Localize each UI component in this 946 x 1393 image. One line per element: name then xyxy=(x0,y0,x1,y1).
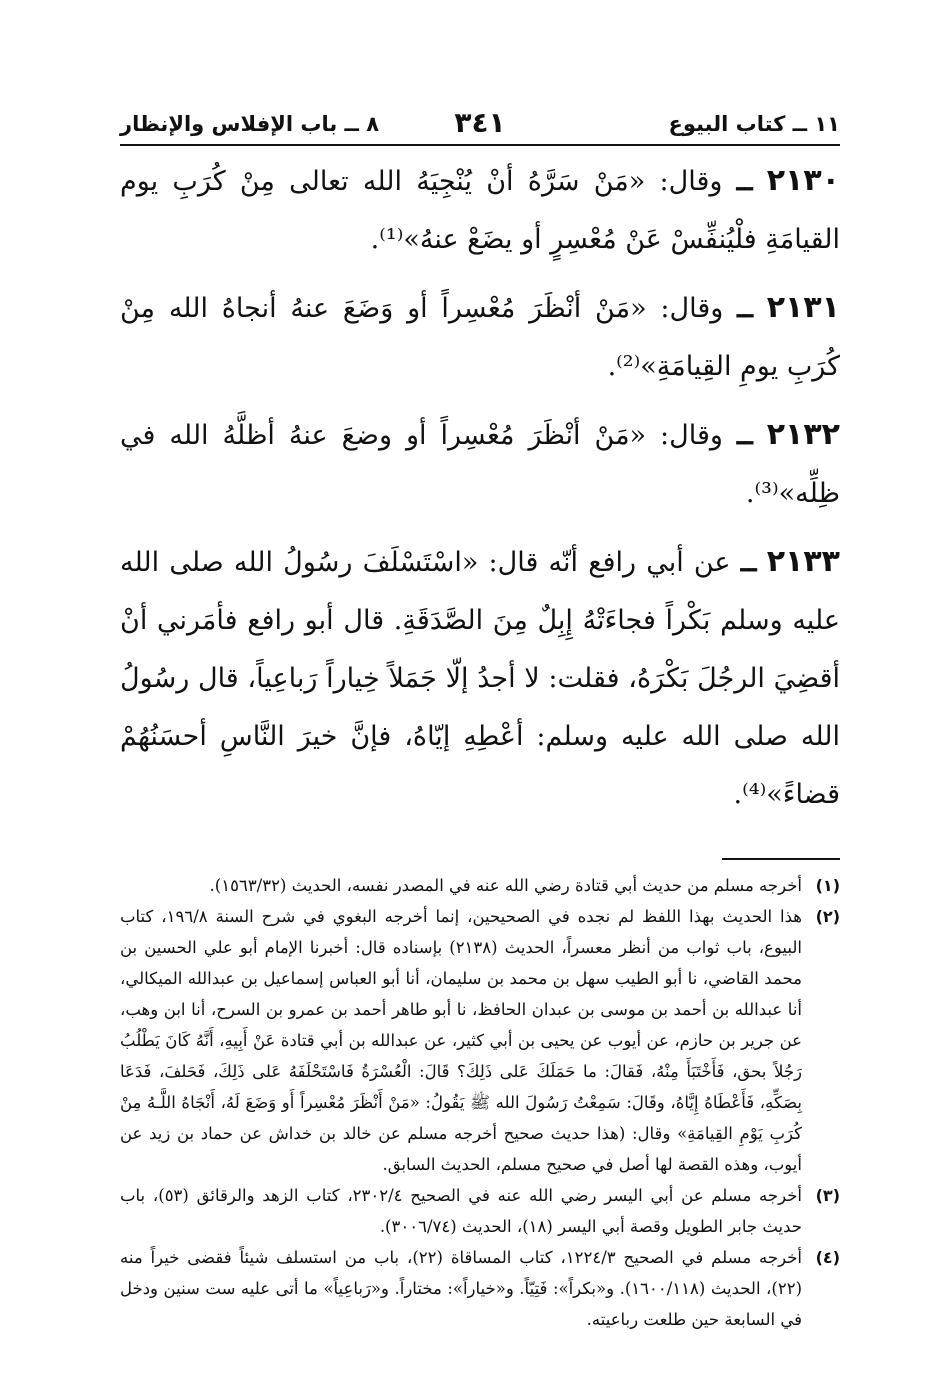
hadith-text: وقال: «مَنْ أنْظَرَ مُعْسِراً أو وضعَ عنهُ أظلَّهُ الله في ظِلِّه»⁽³⁾. xyxy=(120,420,840,509)
hadith-2133 xyxy=(120,533,840,824)
hadith-number: ٢١٣٠ xyxy=(766,163,840,198)
footnote-body xyxy=(120,1242,802,1335)
footnote-divider xyxy=(722,858,840,860)
footnote-body xyxy=(120,1180,802,1242)
footnote-text: أخرجه مسلم في الصحيح ١٢٢٤/٣، كتاب المساقاة (٢٢)، باب من استسلف شيئاً فقضى خيراً منه (٢٢)، الحديث (١٦٠٠/١١٨). و«بكراً»: فَتِيّاً. و«خياراً»: مختاراً. و«رَباعِياً» ما أتى عليه ست سنين ودخل في السابعة حين طلعت رباعيته. xyxy=(120,1248,802,1329)
hadith-number: ٢١٣٣ xyxy=(766,544,840,579)
footnote-body xyxy=(120,901,802,1180)
footnote-2 xyxy=(120,901,840,1180)
footnote-mark: (٣) xyxy=(815,1186,840,1205)
book-title: ١١ ــ كتاب البيوع xyxy=(668,112,840,136)
page-number: ٣٤١ xyxy=(454,106,506,139)
chapter-title: ٨ ــ باب الإفلاس والإنظار xyxy=(120,112,380,136)
hadith-separator: ــ xyxy=(736,420,753,451)
hadith-text: وقال: «مَنْ أنْظَرَ مُعْسِراً أو وَضَعَ عنهُ أنجاهُ الله مِنْ كُرَبِ يومِ القِيامَةِ»⁽²⁾. xyxy=(120,293,840,382)
footnote-body xyxy=(120,870,802,901)
hadith-text: وقال: «مَنْ سَرَّهُ أنْ يُنْجِيَهُ الله تعالى مِنْ كُرَبِ يوم القيامَةِ فلْيُنفِّسْ عَنْ مُعْسِرٍ أو يضَعْ عنهُ»⁽¹⁾. xyxy=(120,166,840,255)
footnote-mark: (٤) xyxy=(815,1248,840,1267)
hadith-2131 xyxy=(120,279,840,396)
hadith-2130 xyxy=(120,152,840,269)
page xyxy=(120,100,840,1335)
footnote-mark: (١) xyxy=(815,876,840,895)
hadith-text: عن أبي رافع أنّه قال: «اسْتَسْلَفَ رسُولُ الله صلى الله عليه وسلم بَكْراً فجاءَتْهُ إِبِلٌ مِنَ الصَّدَقَةِ. قال أبو رافع فأمَرني أنْ أقضِيَ الرجُلَ بَكْرَهُ، فقلت: لا أجدُ إلّا جَمَلاً خِياراً رَباعِياً، قال رسُولُ الله صلى الله عليه وسلم: أعْطِهِ إيّاهُ، فإنَّ خيرَ النَّاسِ أحسَنُهُمْ قضاءً»⁽⁴⁾. xyxy=(120,547,840,810)
hadith-number: ٢١٣٢ xyxy=(766,417,840,452)
footnote-text: أخرجه مسلم عن أبي اليسر رضي الله عنه في الصحيح ٢٣٠٢/٤، كتاب الزهد والرقائق (٥٣)، باب حديث جابر الطويل وقصة أبي اليسر (١٨)، الحديث (٣٠٠٦/٧٤). xyxy=(120,1186,802,1236)
footnotes xyxy=(120,870,840,1335)
footnote-mark: (٢) xyxy=(815,907,840,926)
running-header xyxy=(120,100,840,146)
hadith-separator: ــ xyxy=(736,166,753,197)
hadith-separator: ــ xyxy=(737,293,753,324)
hadith-separator: ــ xyxy=(740,547,757,578)
footnote-1 xyxy=(120,870,840,901)
footnote-text: أخرجه مسلم من حديث أبي قتادة رضي الله عنه في المصدر نفسه، الحديث (١٥٦٣/٣٢). xyxy=(209,876,802,895)
hadith-2132 xyxy=(120,406,840,523)
hadith-number: ٢١٣١ xyxy=(766,290,840,325)
footnote-4 xyxy=(120,1242,840,1335)
footnote-text: هذا الحديث بهذا اللفظ لم نجده في الصحيحين، إنما أخرجه البغوي في شرح السنة ١٩٦/٨، كتاب البيوع، باب ثواب من أنظر معسراً، الحديث (٢١٣٨) بإسناده قال: أخبرنا الإمام أبو علي الحسين بن محمد القاضي، نا أبو الطيب سهل بن محمد بن سليمان، أنا أبو العباس إسماعيل بن عبدالله الميكالي، أنا عبدالله بن أحمد بن موسى بن عبدان الحافظ، نا أبو طاهر أحمد بن عمرو بن السرح، أنا ابن وهب، عن جرير بن حازم، عن أيوب عن يحيى بن أبي كثير، عن عبدالله بن أبي قتادة عَنْ أَبِيهِ، أَنَّهُ كَانَ يَطْلُبُ رَجُلاً بحق، فَأَخْتَبَأَ مِنْهُ، فَقالَ: ما حَمَلَكَ عَلى ذَلِكَ؟ قَالَ: الْعُسْرَةُ فَاسْتَحْلَفَهُ عَلى ذَلِكَ، فَحَلفَ، فَدَعَا بِصَكِّهِ، فَأَعْطَاهُ إِيَّاهُ، وقَالَ: سَمِعْتُ رَسُولَ الله ﷺ يَقُولُ: «مَنْ أَنْظَرَ مُعْسِراً أَو وَضَعَ لَهُ، أَنْجَاهُ اللَّـهُ مِنْ كُرَبِ يَوْمِ القِيامَةِ» وقال: (هذا حديث صحيح أخرجه مسلم عن خالد بن خداش عن حماد بن زيد عن أيوب، وهذه القصة لها أصل في صحيح مسلم، الحديث السابق. xyxy=(120,907,802,1174)
footnote-3 xyxy=(120,1180,840,1242)
